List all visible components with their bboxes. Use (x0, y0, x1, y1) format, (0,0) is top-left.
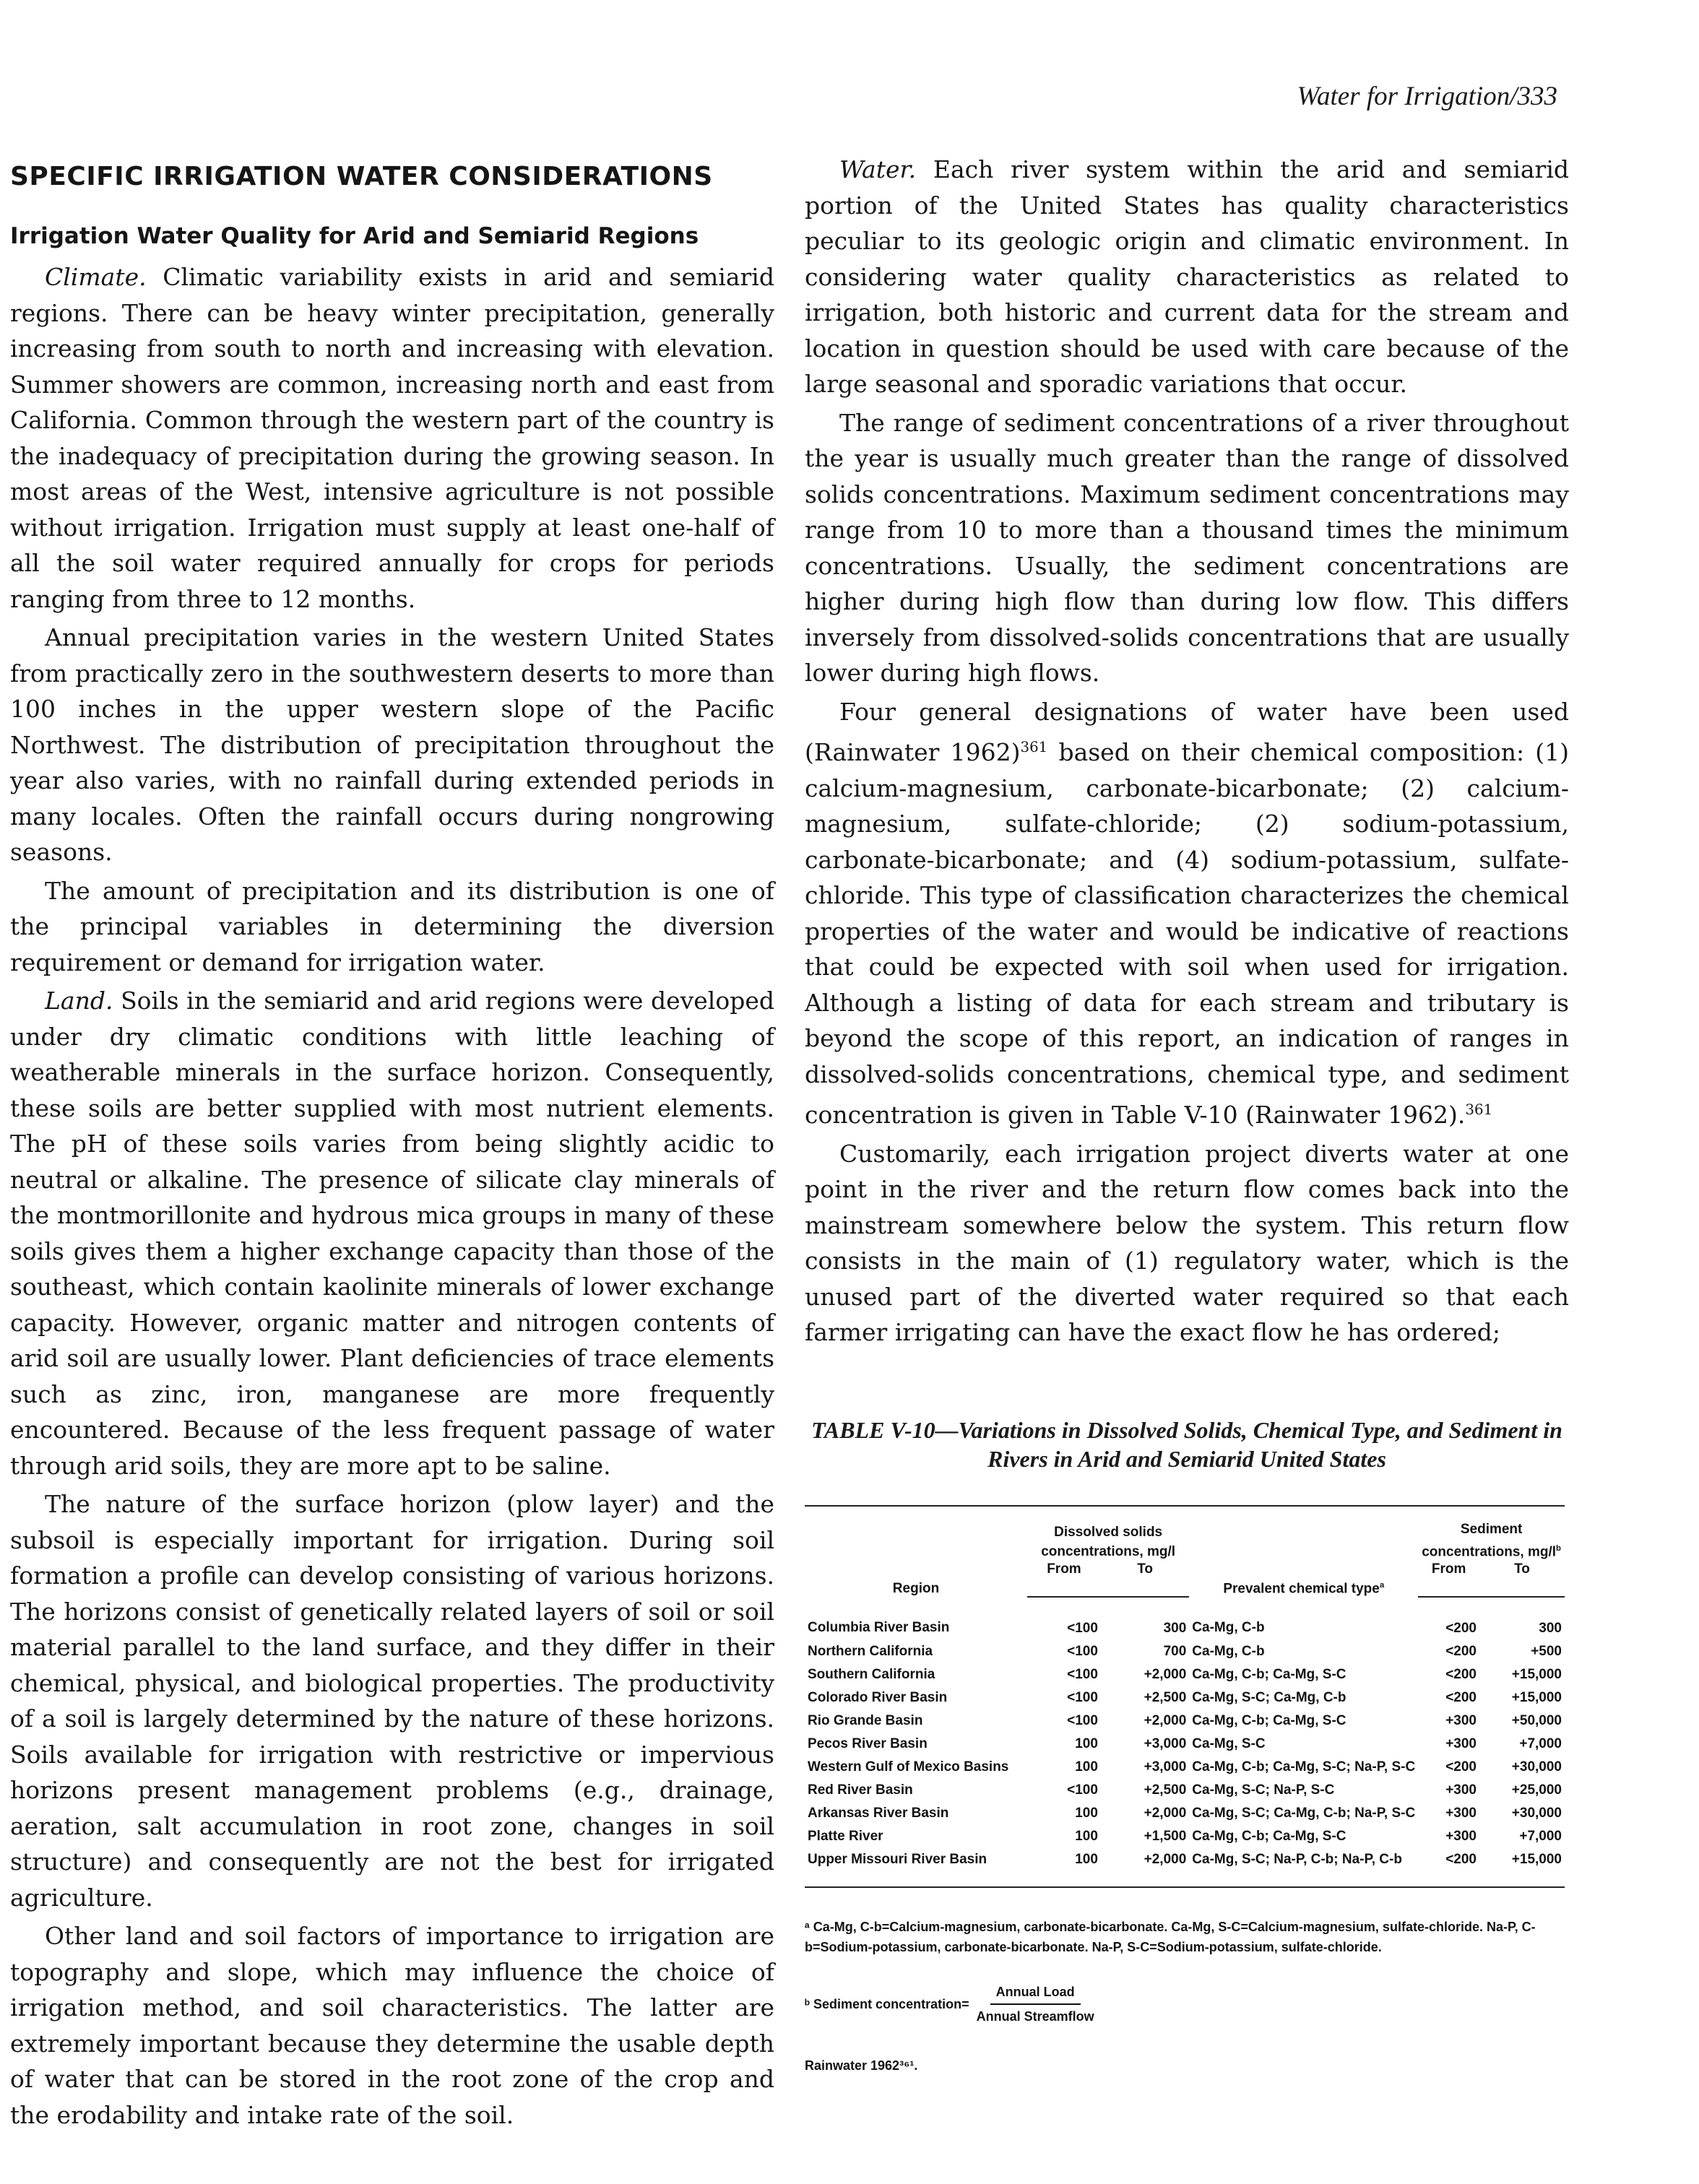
cell-chemical-type: Ca-Mg, C-b (1192, 1643, 1265, 1659)
paragraph-lead: Climate. (45, 263, 147, 291)
cell-sediment-from: <200 (1445, 1666, 1477, 1682)
cell-chemical-type: Ca-Mg, S-C; Na-P, C-b; Na-P, C-b (1189, 1848, 1418, 1887)
header-text: Prevalent chemical type (1223, 1580, 1380, 1596)
cell-dissolved-from: <100 (1067, 1782, 1098, 1798)
sediment-formula (977, 1982, 1094, 2027)
cell-sediment-to: +15,000 (1511, 1666, 1562, 1682)
cell-chemical-type: Ca-Mg, C-b; Ca-Mg, S-C; Na-P, S-C (1192, 1759, 1416, 1774)
cell-sediment-to: +30,000 (1511, 1805, 1562, 1821)
cell-region: Northern California (808, 1643, 933, 1659)
cell-chemical-type: Ca-Mg, S-C; Ca-Mg, C-b (1192, 1689, 1346, 1705)
cell-sediment-to: 300 (1539, 1620, 1562, 1636)
paragraph-designations (805, 694, 1569, 1133)
cell-region: Upper Missouri River Basin (805, 1848, 1027, 1887)
cell-region: Western Gulf of Mexico Basins (808, 1759, 1009, 1774)
cell-dissolved-to: +2,000 (1144, 1666, 1187, 1682)
table-row (805, 1733, 1565, 1756)
paragraph-text: The amount of precipitation and its distribution is one of the principal variables in determining the diversion requirement or demand for irrigation water. (10, 876, 774, 976)
cell-dissolved-from: <100 (1067, 1689, 1098, 1705)
formula-denominator: Annual Streamflow (976, 2008, 1094, 2024)
citation-superscript: 361 (1020, 739, 1048, 755)
paragraph-text: Soils in the semiarid and arid regions were developed under dry climatic conditions with little leaching of weatherable minerals in the surface horizon. Consequently, these soils are better supplied with most nutrient elements. The pH of these soils varies from being slightly acidic to neutral or alkaline. The presence of silicate clay minerals of the montmorillonite and hydrous mica groups in many of these soils gives them a higher exchange capacity than those of the southeast, which contain kaolinite minerals of lower exchange capacity. However, organic matter and nitrogen contents of arid soil are usually lower. Plant deficiencies of trace elements such as zinc, iron, manganese are more frequently encountered. Because of the less frequent passage of water through arid soils, they are more apt to be saline. (10, 987, 774, 1480)
footnote-mark: a (1379, 1580, 1385, 1590)
cell-sediment-to: +15,000 (1479, 1848, 1565, 1887)
cell-chemical-type: Ca-Mg, C-b (1192, 1620, 1265, 1636)
paragraph-water (805, 152, 1569, 402)
cell-region: Platte River (808, 1828, 883, 1844)
table-row (805, 1756, 1565, 1779)
paragraph-land (10, 983, 774, 1483)
cell-dissolved-from: 100 (1075, 1736, 1098, 1751)
table-row (805, 1710, 1565, 1733)
paragraph-text: based on their chemical composition: (1) calcium-magnesium, carbonate-bicarbonate; (2) calcium-magnesium, sulfate-chloride; (2) sodium-potassium, carbonate-bicarbonate; and (4) sodium-potassium, sulfate-chloride. This type of classification characterizes the chemical properties of the water and would be indicative of reactions that could be expected with soil when used for irrigation. Although a listing of data for each stream and tributary is beyond the scope of this report, an indication of ranges in dissolved-solids concentrations, chemical type, and sediment concentration is given in Table V-10 (Rainwater 1962). (805, 738, 1569, 1129)
cell-dissolved-to: +2,500 (1144, 1689, 1187, 1705)
cell-sediment-from: <200 (1418, 1848, 1479, 1887)
cell-dissolved-from: 100 (1027, 1848, 1101, 1887)
table-row (805, 1597, 1565, 1640)
table-caption: TABLE V-10—Variations in Dissolved Solids, Chemical Type, and Sediment in Rivers in Arid and Semiarid United States (811, 1416, 1562, 1472)
cell-dissolved-from: <100 (1067, 1712, 1098, 1728)
cell-chemical-type: Ca-Mg, S-C (1192, 1736, 1266, 1751)
column-header-region: Region (805, 1506, 1027, 1597)
paragraph-text: Annual precipitation varies in the western United States from practically zero in the southwestern deserts to more than 100 inches in the upper western slope of the Pacific Northwest. The distribution of precipitation throughout the year also varies, with no rainfall during extended periods in many locales. Often the rainfall occurs during nongrowing seasons. (10, 623, 774, 866)
cell-sediment-to: +7,000 (1519, 1736, 1562, 1751)
left-column (10, 152, 774, 2136)
cell-region: Southern California (808, 1666, 935, 1682)
cell-dissolved-to: +3,000 (1144, 1759, 1187, 1774)
cell-sediment-from: +300 (1445, 1828, 1477, 1844)
paragraph-text: Other land and soil factors of importance to irrigation are topography and slope, which may influence the choice of irrigation method, and soil characteristics. The latter are extremely important because they determine the usable depth of water that can be stored in the root zone of the crop and the erodability and intake rate of the soil. (10, 1922, 774, 2129)
cell-sediment-from: +300 (1445, 1782, 1477, 1798)
cell-region: Pecos River Basin (808, 1736, 928, 1751)
column-header-to: To (1479, 1561, 1565, 1597)
cell-sediment-to: +25,000 (1511, 1782, 1562, 1798)
footnote-a: ᵃ Ca-Mg, C-b=Calcium-magnesium, carbonate-bicarbonate. Ca-Mg, S-C=Calcium-magnesium, sulfate-chloride. Na-P, C-b=Sodium-potassium, carbonate-bicarbonate. Na-P, S-C=Sodium-potassium, sulfate-chloride. (805, 1919, 1536, 1954)
column-header-sediment (1418, 1506, 1565, 1561)
cell-dissolved-to: +3,000 (1144, 1736, 1187, 1751)
cell-sediment-from: <200 (1445, 1759, 1477, 1774)
column-header-from: From (1418, 1561, 1479, 1597)
table-row (805, 1802, 1565, 1825)
paragraph-sediment (805, 405, 1569, 691)
cell-dissolved-to: +2,500 (1144, 1782, 1187, 1798)
paragraph-return-flow (805, 1136, 1569, 1351)
footnote-mark: b (1556, 1543, 1561, 1553)
cell-sediment-to: +500 (1531, 1643, 1562, 1659)
cell-region: Red River Basin (808, 1782, 913, 1798)
paragraph-precipitation (10, 620, 774, 870)
table-footnotes (805, 1917, 1569, 2076)
cell-dissolved-to: +2,000 (1144, 1712, 1187, 1728)
column-header-to: To (1101, 1561, 1189, 1597)
cell-dissolved-from: 100 (1075, 1828, 1098, 1844)
cell-sediment-from: +300 (1445, 1805, 1477, 1821)
citation-superscript: 361 (1465, 1101, 1493, 1118)
cell-sediment-from: <200 (1445, 1643, 1477, 1659)
column-header-from: From (1027, 1561, 1101, 1597)
table-body (805, 1597, 1565, 1887)
table-row (805, 1640, 1565, 1663)
footnote-b-label: ᵇ Sediment concentration= (805, 1996, 969, 2011)
paragraph-text: The nature of the surface horizon (plow layer) and the subsoil is especially important for irrigation. During soil formation a profile can develop consisting of various horizons. The horizons consist of genetically related layers of soil or soil material parallel to the land surface, and they differ in their chemical, physical, and biological properties. The productivity of a soil is largely determined by the nature of these horizons. Soils available for irrigation with restrictive or impervious horizons present management problems (e.g., drainage, aeration, salt accumulation in root zone, changes in soil structure) and consequently are not the best for irrigated agriculture. (10, 1490, 774, 1912)
cell-sediment-from: +300 (1445, 1736, 1477, 1751)
paragraph-other-factors (10, 1918, 774, 2133)
header-text: Sediment concentrations, mg/l (1422, 1521, 1557, 1559)
cell-sediment-to: +30,000 (1511, 1759, 1562, 1774)
table-source: Rainwater 1962³⁶¹. (805, 2058, 918, 2073)
cell-dissolved-from: <100 (1067, 1666, 1098, 1682)
paragraph-distribution (10, 873, 774, 981)
cell-dissolved-to: +2,000 (1144, 1805, 1187, 1821)
formula-numerator: Annual Load (990, 1982, 1081, 2005)
cell-dissolved-from: <100 (1067, 1643, 1098, 1659)
cell-chemical-type: Ca-Mg, C-b; Ca-Mg, S-C (1192, 1712, 1346, 1728)
footnote-b (805, 1982, 1569, 2027)
cell-sediment-to: +50,000 (1511, 1712, 1562, 1728)
paragraph-lead: Water. (839, 155, 917, 183)
cell-dissolved-to: 700 (1163, 1643, 1187, 1659)
column-header-dissolved-solids: Dissolved solids concentrations, mg/l (1027, 1506, 1189, 1561)
cell-region: Rio Grande Basin (808, 1712, 923, 1728)
subsection-title: Irrigation Water Quality for Arid and Semiarid Regions (10, 223, 699, 249)
cell-region: Colorado River Basin (808, 1689, 948, 1705)
paragraph-text: Each river system within the arid and semiarid portion of the United States has quality characteristics peculiar to its geologic origin and climatic environment. In considering water quality characteristics as related to irrigation, both historic and current data for the stream and location in question should be used with care because of the large seasonal and sporadic variations that occur. (805, 155, 1569, 398)
cell-chemical-type: Ca-Mg, S-C; Ca-Mg, C-b; Na-P, S-C (1192, 1805, 1416, 1821)
cell-sediment-to: +7,000 (1519, 1828, 1562, 1844)
cell-dissolved-from: <100 (1067, 1620, 1098, 1636)
paragraph-lead: Land. (45, 987, 113, 1015)
cell-region: Columbia River Basin (808, 1620, 950, 1636)
cell-chemical-type: Ca-Mg, S-C; Na-P, S-C (1192, 1782, 1335, 1798)
cell-sediment-from: <200 (1445, 1620, 1477, 1636)
table-row (805, 1663, 1565, 1686)
table-row (805, 1686, 1565, 1710)
right-column (805, 152, 1569, 2076)
paragraph-text: The range of sediment concentrations of a river throughout the year is usually much greater than the range of dissolved solids concentrations. Maximum sediment concentrations may range from 10 to more than a thousand times the minimum concentrations. Usually, the sediment concentrations are higher during high flow than during low flow. This differs inversely from dissolved-solids concentrations that are usually lower during high flows. (805, 408, 1569, 687)
cell-sediment-to: +15,000 (1511, 1689, 1562, 1705)
paragraph-horizons (10, 1486, 774, 1915)
paragraph-text: Climatic variability exists in arid and semiarid regions. There can be heavy winter precipitation, generally increasing from south to north and increasing with elevation. Summer showers are common, increasing north and east from California. Common through the western part of the country is the inadequacy of precipitation during the growing season. In most areas of the West, intensive agriculture is not possible without irrigation. Irrigation must supply at least one-half of all the soil water required annually for crops for periods ranging from three to 12 months. (10, 263, 774, 613)
cell-sediment-from: +300 (1445, 1712, 1477, 1728)
cell-dissolved-to: 300 (1163, 1620, 1187, 1636)
page-running-title: Water for Irrigation/333 (1297, 82, 1557, 111)
cell-region: Arkansas River Basin (808, 1805, 949, 1821)
table-row (805, 1779, 1565, 1802)
cell-dissolved-to: +1,500 (1144, 1828, 1187, 1844)
cell-sediment-from: <200 (1445, 1689, 1477, 1705)
table-row (805, 1848, 1565, 1887)
paragraph-text: Customarily, each irrigation project diverts water at one point in the river and the return flow comes back into the mainstream somewhere below the system. This return flow consists in the main of (1) regulatory water, which is the unused part of the diverted water required so that each farmer irrigating can have the exact flow he has ordered; (805, 1139, 1569, 1346)
cell-dissolved-from: 100 (1075, 1759, 1098, 1774)
column-header-chemical-type (1189, 1506, 1418, 1597)
data-table (805, 1505, 1565, 1888)
paragraph-text: Four general designations of water have been used (Rainwater 1962) (805, 697, 1569, 766)
paragraph-climate (10, 259, 774, 617)
section-title: SPECIFIC IRRIGATION WATER CONSIDERATIONS (10, 162, 713, 191)
table-row (805, 1825, 1565, 1848)
cell-chemical-type: Ca-Mg, C-b; Ca-Mg, S-C (1192, 1666, 1346, 1682)
cell-dissolved-to: +2,000 (1101, 1848, 1189, 1887)
cell-chemical-type: Ca-Mg, C-b; Ca-Mg, S-C (1192, 1828, 1346, 1844)
cell-dissolved-from: 100 (1075, 1805, 1098, 1821)
